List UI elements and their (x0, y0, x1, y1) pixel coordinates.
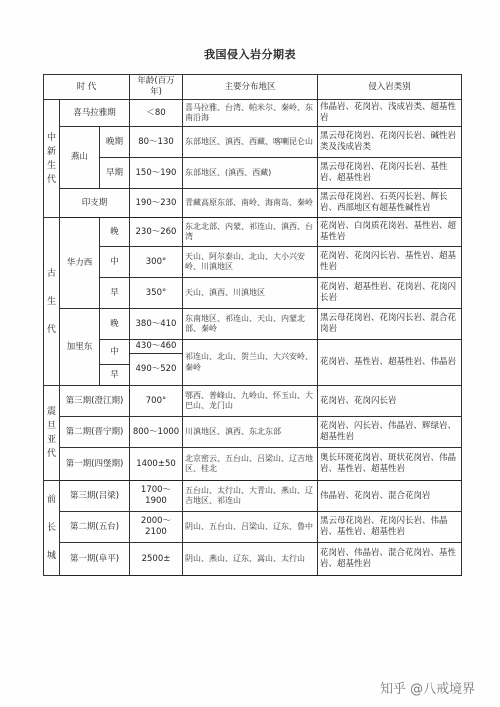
age-cell: 1400±50 (130, 448, 183, 481)
age-cell: 1700～1900 (130, 481, 183, 512)
period-jinning: 第二期(晋宁期) (60, 417, 130, 448)
period-lvliang: 第三期(吕梁) (60, 481, 130, 512)
table-row (44, 218, 462, 247)
rock-cell: 花岗岩、闪长岩、伟晶岩、辉绿岩、超基性岩 (318, 417, 462, 448)
table-row (44, 309, 462, 340)
rock-cell: 伟晶岩、花岗岩、混合花岗岩 (318, 481, 462, 512)
area-cell: 鄂西、普峰山、九岭山、怀玉山、大巴山、龙门山 (183, 386, 318, 417)
area-cell: 天山、阿尔泰山、北山、大小兴安岭、川滇地区 (183, 247, 318, 278)
rock-cell: 花岗岩、花岗闪长岩 (318, 386, 462, 417)
subperiod-late: 晚 (100, 309, 130, 340)
rock-cell: 黑云母花岗岩、花岗闪长岩、混合花岗岩 (318, 309, 462, 340)
age-cell: 80～130 (130, 127, 183, 158)
table-row (44, 481, 462, 512)
era-cenozoic: 中 新 生 代 (44, 100, 60, 218)
rock-cell: 黑云母花岗岩、石英闪长岩、辉长岩、西部地区有超基性碱性岩 (318, 189, 462, 218)
table-row (44, 189, 462, 218)
intrusive-rock-table (43, 74, 462, 576)
area-cell: 祁连山、北山、贺兰山、大兴安岭、秦岭 (183, 340, 318, 386)
age-cell: 190～230 (130, 189, 183, 218)
area-cell: 青藏高原东部、南岭、海南岛、秦岭 (183, 189, 318, 218)
table-row (44, 386, 462, 417)
age-cell: 430～460 (130, 340, 183, 354)
header-rocks: 侵入岩类别 (318, 75, 462, 100)
subperiod-early: 早 (100, 365, 130, 386)
table-row (44, 100, 462, 127)
period-yanshan: 燕山 (60, 127, 100, 189)
age-cell: 2500± (130, 543, 183, 576)
table-row (44, 340, 462, 354)
area-cell: 阴山、燕山、辽东、嵩山、太行山 (183, 543, 318, 576)
age-cell: 150～190 (130, 158, 183, 189)
age-cell: ＜80 (130, 100, 183, 127)
subperiod-early: 早期 (100, 158, 130, 189)
subperiod-early: 早 (100, 278, 130, 309)
age-cell: 300° (130, 247, 183, 278)
rock-cell: 花岗岩、基性岩、超基性岩、伟晶岩 (318, 340, 462, 386)
table-row (44, 278, 462, 309)
subperiod-middle: 中 (100, 247, 130, 278)
rock-cell: 花岗岩、花岗闪长岩、基性岩、超基性岩 (318, 247, 462, 278)
era-paleozoic: 古 生 代 (44, 218, 60, 386)
age-cell: 490～520 (130, 354, 183, 386)
subperiod-late: 晚期 (100, 127, 130, 158)
table-row (44, 417, 462, 448)
header-areas: 主要分布地区 (183, 75, 318, 100)
area-cell: 五台山、太行山、大青山、燕山、辽吉地区、祁连山 (183, 481, 318, 512)
age-cell: 2000～2100 (130, 512, 183, 543)
header-row (44, 75, 462, 100)
period-himalaya: 喜马拉雅期 (60, 100, 130, 127)
period-caledonian: 加里东 (60, 309, 100, 386)
era-pre-changcheng: 前 长 城 (44, 481, 60, 576)
area-cell: 东南地区、祁连山、天山、内蒙北部、秦岭 (183, 309, 318, 340)
rock-cell: 花岗岩、超基性岩、花岗岩、花岗闪长岩 (318, 278, 462, 309)
rock-cell: 奥长环斑花岗岩、斑状花岗岩、伟晶岩、基性岩、超基性岩 (318, 448, 462, 481)
rock-cell: 黑云母花岗岩、花岗闪长岩、伟晶岩、基性岩、超基性岩 (318, 512, 462, 543)
rock-cell: 花岗岩、白岗质花岗岩、基性岩、超基性岩 (318, 218, 462, 247)
area-cell: 川滇地区、滇西、东北东部 (183, 417, 318, 448)
age-cell: 700° (130, 386, 183, 417)
rock-cell: 黑云母花岗岩、花岗闪长岩、基性岩、超基性岩 (318, 158, 462, 189)
area-cell: 北京密云、五台山、吕梁山、辽吉地区、桂北 (183, 448, 318, 481)
area-cell: 天山、滇西、川滇地区 (183, 278, 318, 309)
table-row (44, 247, 462, 278)
table-row (44, 127, 462, 158)
table-row (44, 512, 462, 543)
period-fuping: 第一期(阜平) (60, 543, 130, 576)
zhihu-watermark: 知乎 @八戒境界 (380, 682, 476, 697)
header-era: 时 代 (44, 75, 130, 100)
area-cell: 东部地区、滇西、西藏、喀喇昆仑山 (183, 127, 318, 158)
table-title: 我国侵入岩分期表 (204, 48, 296, 61)
period-hercynian: 华力西 (60, 218, 100, 309)
rock-cell: 黑云母花岗岩、花岗闪长岩、碱性岩类及浅成岩类 (318, 127, 462, 158)
table-row (44, 543, 462, 576)
period-wutai: 第二期(五台) (60, 512, 130, 543)
period-chengjiang: 第三期(澄江期) (60, 386, 130, 417)
area-cell: 阴山、五台山、吕梁山、辽东、鲁中 (183, 512, 318, 543)
rock-cell: 花岗岩、伟晶岩、混合花岗岩、基性岩、超基性岩 (318, 543, 462, 576)
era-sinian: 震 旦 亚 代 (44, 386, 60, 481)
age-cell: 350° (130, 278, 183, 309)
table-row (44, 448, 462, 481)
area-cell: 东北北部、内蒙、祁连山、滇西、台湾 (183, 218, 318, 247)
header-age: 年龄(百万年) (130, 75, 183, 100)
area-cell: 喜马拉雅、台湾、帕米尔、秦岭、东南沿海 (183, 100, 318, 127)
rock-cell: 伟晶岩、花岗岩、浅成岩类、超基性岩 (318, 100, 462, 127)
area-cell: 东部地区、(滇西、西藏) (183, 158, 318, 189)
age-cell: 230～260 (130, 218, 183, 247)
period-sibao: 第一期(四堡期) (60, 448, 130, 481)
subperiod-middle: 中 (100, 340, 130, 365)
period-indosinian: 印支期 (60, 189, 130, 218)
subperiod-late: 晚 (100, 218, 130, 247)
table-row (44, 158, 462, 189)
age-cell: 380～410 (130, 309, 183, 340)
age-cell: 800～1000 (130, 417, 183, 448)
